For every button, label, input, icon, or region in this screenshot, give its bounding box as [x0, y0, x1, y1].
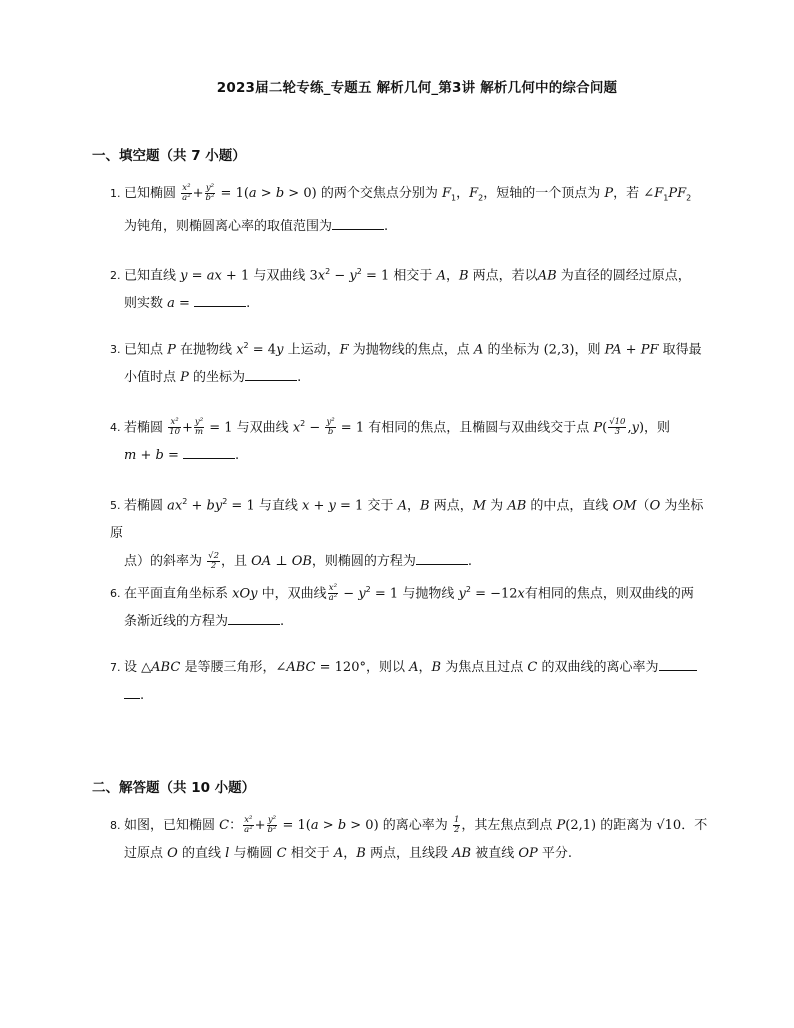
section-heading-answer: 二、解答题（共 10 小题） [92, 780, 256, 796]
page-title: 2023届二轮专练_专题五 解析几何_第3讲 解析几何中的综合问题 [216, 80, 618, 96]
question-7: 7. 设 △ABC 是等腰三角形，∠ABC = 120°，则以 A，B 为焦点且过点 C 的双曲线的离心率为 . [110, 654, 750, 710]
question-5: 5. 若椭圆 $ax^2 + by^2 = 1$ 与直线 x + y = 1 交于 A，B 两点，M 为 AB 的中点，直线 OM（O 为坐标原 点）的斜率为 $\frac{√2}{2}$ ，且 OA ⊥ OB，则椭圆的方程为 . [110, 497, 704, 572]
question-2: 2. 已知直线 y = ax + 1 与双曲线 $3x^2 - y^2 = 1$ 相交于 A，B 两点，若以AB 为直径的圆经过原点， 则实数 a = . [110, 267, 691, 312]
question-4: 4. 若椭圆 $\frac{\text{x²}}{10}$ + $\frac{\text{y²}}{m}$ = 1 与双曲线 $x^2$ − $\frac{\text{y²}}{b}$ = 1 有相同的焦点，且椭圆与双曲线交于点 P( $\frac{√10}{3}$ ,y)，则 m + b = . [110, 417, 671, 464]
question-8: 8. 如图，已知椭圆 C： $\frac{\text{x²}}{\text{a²}}$ + $\frac{\text{y²}}{\text{b²}}$ = 1(a > b > 0) 的离心率为 $\frac{1}{2}$ ，其左焦点到点 P(2,1) 的距离为 √10．不 过原点 O 的直线 l 与椭圆 C 相交于 A，B 两点，且线段 AB 被直线 OP 平分. [110, 815, 708, 861]
question-3: 3. 已知点 P 在抛物线 $x^2 = 4y$ 上运动，F 为抛物线的焦点，点 A 的坐标为 (2,3)，则 PA + PF 取得最 小值时点 P 的坐标为 . [110, 341, 702, 386]
section-heading-fill-in: 一、填空题（共 7 小题） [92, 148, 246, 164]
question-6: 6. 在平面直角坐标系 xOy 中，双曲线 $\frac{\text{x²}}{\text{a²}}$ − $y^2 = 1$ 与抛物线 $y^2 = -12x$有相同的焦点，则双曲线的两 条渐近线的方程为 . [110, 583, 694, 630]
question-1: 1. 已知椭圆 $\frac{\text{x²}}{\text{a²}}$ + $\frac{\text{y²}}{\text{b²}}$ = 1(a > b > 0) 的两个交焦点分别为 $F_1$，$F_2$，短轴的一个顶点为 P，若 $\angle F_1PF_2$ 为钝角，则椭圆离心率的取值范围为 . [110, 183, 692, 234]
